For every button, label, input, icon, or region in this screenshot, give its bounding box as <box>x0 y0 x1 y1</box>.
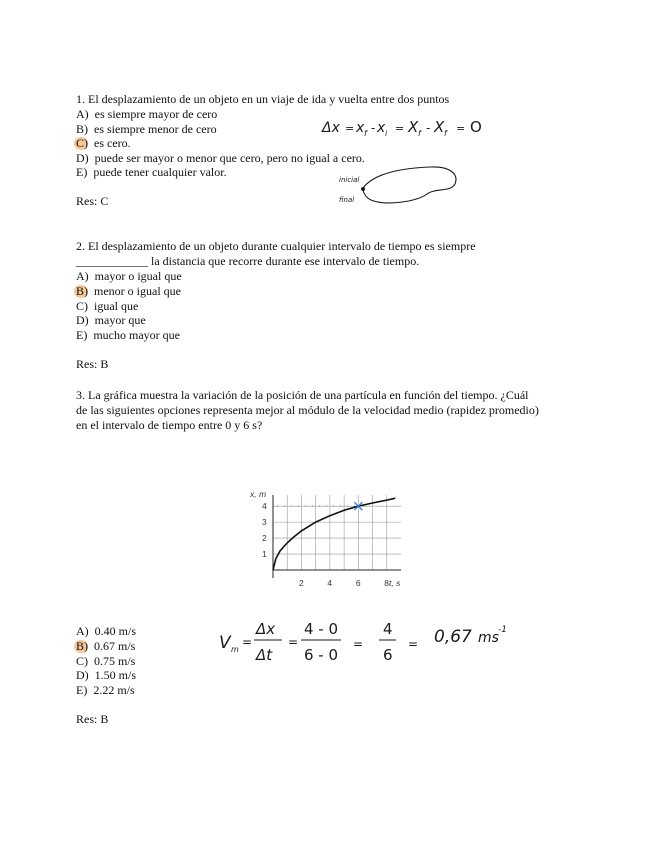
q3-stem-line3: en el intervalo de tiempo entre 0 y 6 s? <box>76 418 263 432</box>
position-time-chart <box>238 485 413 600</box>
option-letter: B) <box>76 638 88 653</box>
y-tick-label: 1 <box>262 549 267 560</box>
option-text: 1.50 m/s <box>94 668 137 683</box>
option-text: es siempre menor de cero <box>94 121 217 136</box>
y-tick-label: 4 <box>262 501 267 512</box>
hw-start-dot <box>361 187 365 191</box>
q2-option-d <box>76 313 146 328</box>
option-text: 0.75 m/s <box>94 653 136 668</box>
hw-minus: - <box>371 121 376 135</box>
q3-answer: Res: B <box>76 712 109 726</box>
series-line-position <box>273 498 395 570</box>
option-text: es cero. <box>94 136 131 151</box>
hw-den-6: 6 <box>383 646 393 664</box>
hw-eq: = <box>353 637 364 651</box>
q3-stem-line1: 3. La gráfica muestra la variación de la posición de una partícula en función del tiempo. ¿Cuál <box>76 388 529 402</box>
q1-option-a <box>76 107 217 122</box>
hw-result: 0,67 <box>434 627 472 647</box>
q2-option-a <box>76 269 182 284</box>
hw-eq: = <box>395 122 405 135</box>
option-text: 0.67 m/s <box>94 638 136 653</box>
option-letter: E) <box>76 328 88 343</box>
y-tick-label: 2 <box>262 533 267 544</box>
q2-answer: Res: B <box>76 357 109 371</box>
q3-option-b <box>76 639 135 654</box>
q1-stem: 1. El desplazamiento de un objeto en un viaje de ida y vuelta entre dos puntos <box>76 92 450 106</box>
option-text: 2.22 m/s <box>93 683 135 698</box>
hw-den-dt: Δt <box>256 646 273 664</box>
option-letter: E) <box>76 683 88 698</box>
hw-xf-sub: f <box>418 129 421 138</box>
hw-unit-exp: -1 <box>498 625 507 635</box>
option-text: es siempre mayor de cero <box>94 107 218 121</box>
option-letter: C) <box>76 653 88 668</box>
option-letter: C) <box>76 298 88 313</box>
option-text: mucho mayor que <box>93 328 180 343</box>
option-text: puede tener cualquier valor. <box>93 165 227 180</box>
y-tick-label: 3 <box>262 517 267 528</box>
chart-series <box>273 498 395 570</box>
option-letter: D) <box>76 313 89 328</box>
option-text: puede ser mayor o menor que cero, pero no igual a cero. <box>94 150 365 165</box>
hw-unit: ms <box>478 630 499 646</box>
q1-option-d <box>76 151 365 166</box>
option-letter: B) <box>76 121 88 136</box>
q1-option-e <box>76 165 227 180</box>
chart-axes <box>273 495 401 578</box>
x-tick-label: 6 <box>355 578 361 588</box>
q3-stem-line2: de las siguientes opciones representa mejor al módulo de la velocidad medio (rapidez promedio) <box>76 403 539 417</box>
q2-option-b <box>76 284 181 299</box>
hw-xf-upper: X <box>434 118 445 136</box>
option-text: mayor que <box>94 313 146 328</box>
x-tick-label: 8 <box>384 578 390 588</box>
hw-v: V <box>219 633 231 653</box>
hw-inicial-label: inicial <box>339 176 360 184</box>
hw-num-4: 4 <box>383 620 393 638</box>
chart-grid <box>273 495 401 570</box>
q2-stem-rest: la distancia que recorre durante ese intervalo de tiempo. <box>151 254 420 268</box>
x-tick-label: 2 <box>298 578 304 588</box>
option-letter: B) <box>76 283 88 298</box>
hw-eq: = <box>288 635 299 649</box>
hw-xf-sub: f <box>364 129 367 138</box>
option-letter: A) <box>76 107 89 121</box>
chart-ylabel: x, m <box>250 489 267 499</box>
q2-blank: ____________ <box>76 254 148 268</box>
chart-tick-labels <box>262 501 389 588</box>
q3-option-e <box>76 683 135 698</box>
hw-xi-sub: i <box>385 129 388 138</box>
q2-option-c <box>76 299 138 314</box>
option-letter: A) <box>76 624 89 638</box>
hw-eq: = <box>456 122 466 135</box>
option-text: mayor o igual que <box>94 269 182 283</box>
option-letter: A) <box>76 269 89 283</box>
hw-den-6-0: 6 - 0 <box>304 646 339 664</box>
hw-eq: = <box>242 635 253 649</box>
hw-final-label: final <box>339 196 355 204</box>
option-letter: D) <box>76 668 89 683</box>
hw-xi: x <box>377 120 386 136</box>
option-letter: C) <box>76 136 88 151</box>
hw-xf: x <box>356 120 365 136</box>
q2-stem-line2 <box>76 254 419 269</box>
hw-v-sub: m <box>231 645 239 654</box>
hw-eq: = <box>408 637 419 651</box>
hw-loop-path <box>363 167 456 203</box>
hw-minus: - <box>426 121 431 135</box>
hw-num-4-0: 4 - 0 <box>304 620 339 638</box>
hw-num-dx: Δx <box>256 620 276 638</box>
hw-xf-upper: X <box>408 118 419 136</box>
q1-answer: Res: C <box>76 194 109 208</box>
q1-option-b <box>76 122 217 137</box>
hw-zero: O <box>470 118 482 136</box>
q3-option-a <box>76 624 136 639</box>
option-letter: E) <box>76 165 88 180</box>
q2-option-e <box>76 328 180 343</box>
q1-handwritten-equation <box>320 112 520 142</box>
option-text: menor o igual que <box>94 283 181 298</box>
option-text: igual que <box>94 298 139 313</box>
q3-option-d <box>76 668 136 683</box>
hw-delta-x: Δx <box>322 120 340 136</box>
option-text: 0.40 m/s <box>94 624 137 638</box>
x-tick-label: 4 <box>327 578 333 588</box>
hw-eq: = <box>345 122 355 135</box>
q3-option-c <box>76 654 135 669</box>
option-letter: D) <box>76 150 89 165</box>
hw-xf-sub: f <box>444 129 447 138</box>
q1-option-c <box>76 136 131 151</box>
chart-xlabel: t, s <box>389 578 401 588</box>
q3-handwritten-work <box>216 608 516 678</box>
q2-stem-line1: 2. El desplazamiento de un objeto durante cualquier intervalo de tiempo es siempre <box>76 239 476 253</box>
q1-round-trip-sketch <box>335 162 465 212</box>
